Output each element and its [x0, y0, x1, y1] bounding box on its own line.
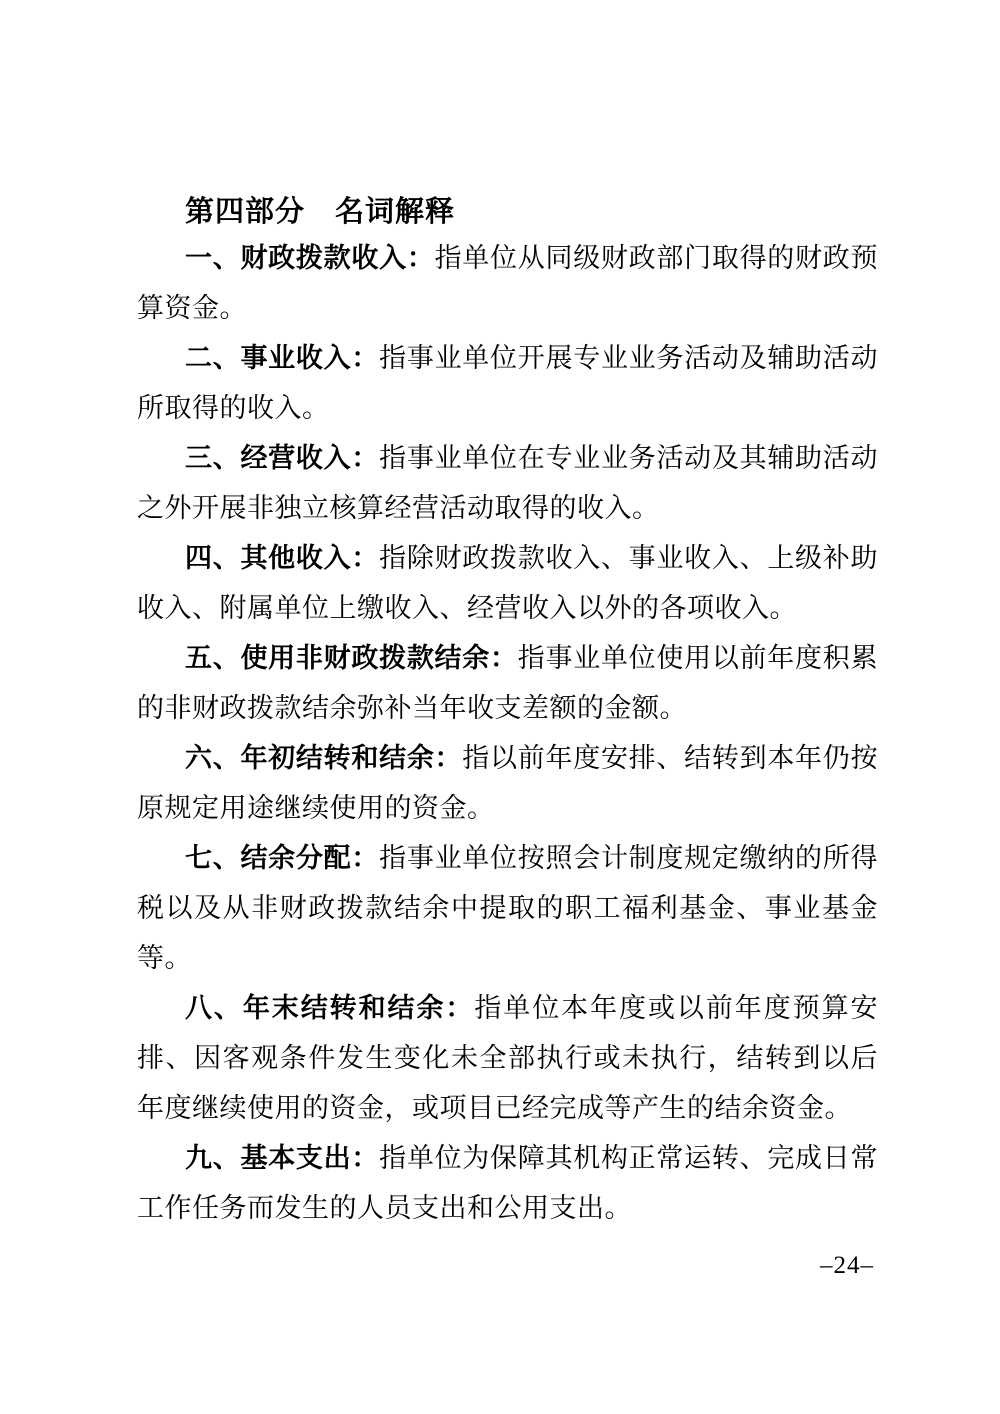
definition-text: 指单位从同级财政部门取得的财政预算资金。 [137, 243, 878, 323]
term-label: 八、年末结转和结余： [185, 993, 475, 1023]
definition-text: 指单位本年度或以前年度预算安排、因客观条件发生变化未全部执行或未执行，结转到以后年度继续使用的资金，或项目已经完成等产生的结余资金。 [137, 993, 879, 1123]
definition-paragraph [137, 533, 878, 633]
section-heading: 第四部分 名词解释 [185, 196, 456, 228]
definition-text: 指事业单位开展专业业务活动及辅助活动所取得的收入。 [137, 343, 879, 423]
definition-paragraph [137, 733, 878, 833]
term-label: 一、财政拨款收入： [185, 243, 435, 273]
definition-text: 指以前年度安排、结转到本年仍按原规定用途继续使用的资金。 [137, 743, 879, 823]
definition-paragraph [137, 633, 878, 733]
definition-paragraph [137, 233, 878, 333]
definition-paragraph [137, 983, 878, 1133]
definition-paragraph [137, 433, 878, 533]
term-label: 四、其他收入： [185, 543, 380, 573]
definition-text: 指事业单位在专业业务活动及其辅助活动之外开展非独立核算经营活动取得的收入。 [137, 443, 879, 523]
definition-paragraph [137, 333, 878, 433]
definition-paragraph [137, 833, 878, 983]
term-label: 二、事业收入： [185, 343, 380, 373]
term-label: 六、年初结转和结余： [185, 743, 463, 773]
term-label: 七、结余分配： [185, 843, 380, 873]
definition-text: 指单位为保障其机构正常运转、完成日常工作任务而发生的人员支出和公用支出。 [137, 1143, 879, 1223]
document-content [137, 191, 878, 1233]
definition-text: 指事业单位按照会计制度规定缴纳的所得税以及从非财政拨款结余中提取的职工福利基金、事业基金等。 [137, 843, 879, 973]
definition-text: 指除财政拨款收入、事业收入、上级补助收入、附属单位上缴收入、经营收入以外的各项收入。 [137, 543, 879, 623]
definition-text: 指事业单位使用以前年度积累的非财政拨款结余弥补当年收支差额的金额。 [137, 643, 878, 723]
definition-paragraph [137, 1133, 878, 1233]
term-label: 三、经营收入： [185, 443, 380, 473]
term-label: 九、基本支出： [185, 1143, 380, 1173]
term-label: 五、使用非财政拨款结余： [185, 643, 518, 673]
page-number: –24– [820, 1252, 874, 1279]
